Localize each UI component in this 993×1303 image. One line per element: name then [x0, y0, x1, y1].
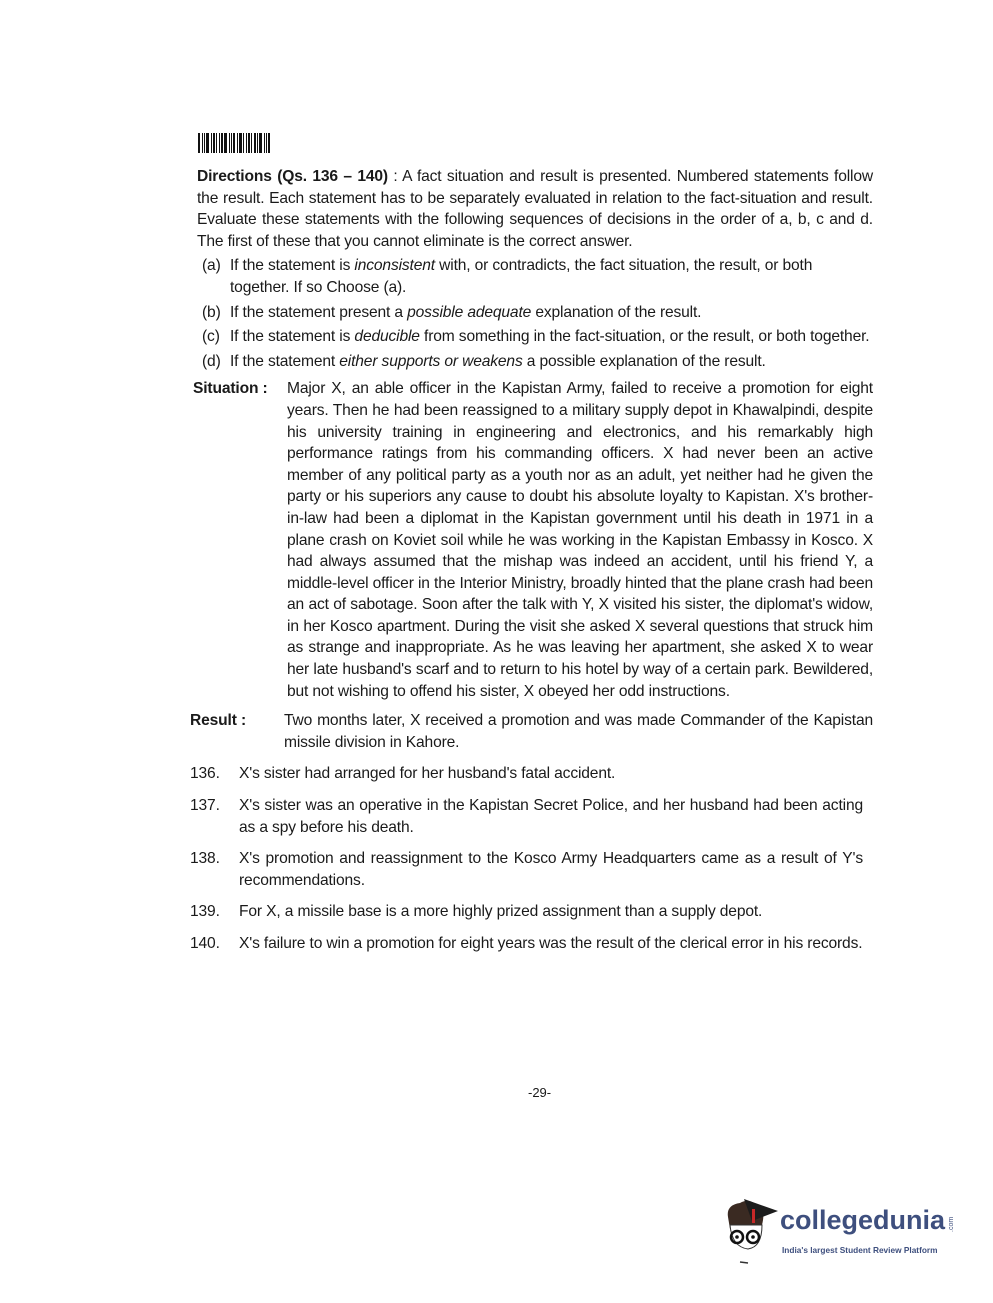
question-text: X's promotion and reassignment to the Kosco Army Headquarters came as a result of Y's recommendations. [239, 850, 863, 889]
page-content [190, 166, 873, 955]
barcode-bar [239, 133, 242, 153]
barcode-bar [264, 133, 265, 153]
barcode-bar [211, 133, 212, 153]
option-emphasis: deducible [354, 328, 420, 346]
option-key: (a) [202, 257, 221, 275]
barcode-bar [219, 133, 220, 153]
barcode-bar [224, 133, 227, 153]
question-text: X's sister was an operative in the Kapistan Secret Police, and her husband had been acting as a spy before his death. [239, 797, 863, 836]
question-136 [190, 763, 863, 785]
barcode-bar [202, 133, 203, 153]
barcode-bar [213, 133, 215, 153]
result-text: Two months later, X received a promotion and was made Commander of the Kapistan missile division in Kahore. [284, 712, 873, 751]
question-138 [190, 848, 863, 891]
option-text: a possible explanation of the result. [522, 352, 766, 370]
option-c [202, 326, 873, 348]
barcode-bar [246, 133, 247, 153]
question-137 [190, 795, 863, 838]
barcode-bar [206, 133, 209, 153]
option-emphasis: either supports or weakens [339, 352, 523, 370]
option-key: (d) [202, 352, 221, 370]
situation-text: Major X, an able officer in the Kapistan Army, failed to receive a promotion for eight years. Then he had been reassigned to a military supply depot in Khawalpindi, despite his university training in engineering and electronics, and his remarkably high performance ratings from his commanding officers. X had never been an active member of any political party as a youth nor as an adult, yet neither had he given the party or his superiors any cause to doubt his absolute loyalty to Kapistan. X's brother-in-law had been a diplomat in the Kapistan government until his death in 1971 in a plane crash on Koviet soil while he was working in the Kapistan Embassy in Kosco. X had always assumed that the mishap was indeed an accident, until his friend Y, a middle-level officer in the Interior Ministry, broadly hinted that the plane crash had been an act of sabotage. Soon after the talk with Y, X visited his sister, the diplomat's widow, in her Kosco apartment. During the visit she asked X several questions that struck him as strange and inappropriate. As he was leaving her apartment, she asked X to wear her late husband's scarf and to return to his hotel by way of a certain park. Bewildered, but not wishing to offend his sister, X obeyed her odd instructions. [287, 380, 873, 700]
barcode-bar [216, 133, 217, 153]
question-140 [190, 933, 863, 955]
directions-label: Directions (Qs. 136 – 140) [197, 168, 388, 185]
result-label: Result : [190, 712, 246, 730]
logo-brand: collegedunia [780, 1205, 946, 1235]
barcode-bar [198, 133, 200, 153]
question-text: X's failure to win a promotion for eight years was the result of the clerical error in his records. [239, 935, 863, 952]
question-139 [190, 901, 863, 923]
option-key: (c) [202, 328, 220, 346]
option-text: from something in the fact-situation, or the result, or both together. [419, 328, 870, 346]
option-emphasis: inconsistent [354, 257, 435, 275]
barcode [198, 133, 272, 153]
barcode-bar [248, 133, 250, 153]
option-text: If the statement [230, 352, 340, 370]
barcode-bar [254, 133, 256, 153]
question-number: 139. [190, 903, 220, 921]
situation-block [190, 378, 873, 702]
barcode-bar [231, 133, 232, 153]
option-text: If the statement is [230, 257, 355, 275]
barcode-bar [204, 133, 205, 153]
barcode-bar [233, 133, 235, 153]
barcode-bar [243, 133, 244, 153]
situation-label: Situation : [193, 380, 268, 398]
question-number: 137. [190, 797, 220, 815]
option-a [202, 255, 873, 298]
barcode-bar [229, 133, 230, 153]
barcode-bar [257, 133, 258, 153]
logo-com: .com [948, 1216, 955, 1232]
barcode-bar [266, 133, 267, 153]
question-text: For X, a missile base is a more highly prized assignment than a supply depot. [239, 903, 763, 921]
option-text: If the statement is [230, 328, 355, 346]
barcode-bar [237, 133, 238, 153]
question-number: 138. [190, 850, 220, 868]
option-emphasis: possible adequate [407, 303, 532, 321]
question-text: X's sister had arranged for her husband's fatal accident. [239, 765, 616, 783]
page-number: -29- [528, 1085, 552, 1100]
option-text: with, or contradicts, the fact situation, the result, or both together. If so Choose (a). [230, 257, 813, 296]
logo-tagline: India's largest Student Review Platform [782, 1245, 938, 1255]
option-key: (b) [202, 303, 221, 321]
mascot-icon [722, 1195, 782, 1265]
directions-text: : A fact situation and result is presented. Numbered statements follow the result. Each statement has to be separately evaluated in relation to the fact-situation and result. Evaluate these statements with the following sequences of decisions in the order of a, b, c and d. The first of these that you cannot eliminate is the correct answer. [197, 168, 874, 250]
barcode-bar [251, 133, 252, 153]
barcode-bar [268, 133, 270, 153]
result-block [190, 710, 873, 753]
collegedunia-logo [722, 1195, 984, 1270]
option-text: explanation of the result. [531, 303, 702, 321]
option-b [202, 302, 873, 324]
question-number: 136. [190, 765, 220, 783]
barcode-bar [259, 133, 262, 153]
directions-paragraph [197, 166, 873, 252]
option-text: If the statement present a [230, 303, 408, 321]
barcode-bar [221, 133, 223, 153]
option-d [202, 351, 873, 373]
question-number: 140. [190, 935, 220, 952]
